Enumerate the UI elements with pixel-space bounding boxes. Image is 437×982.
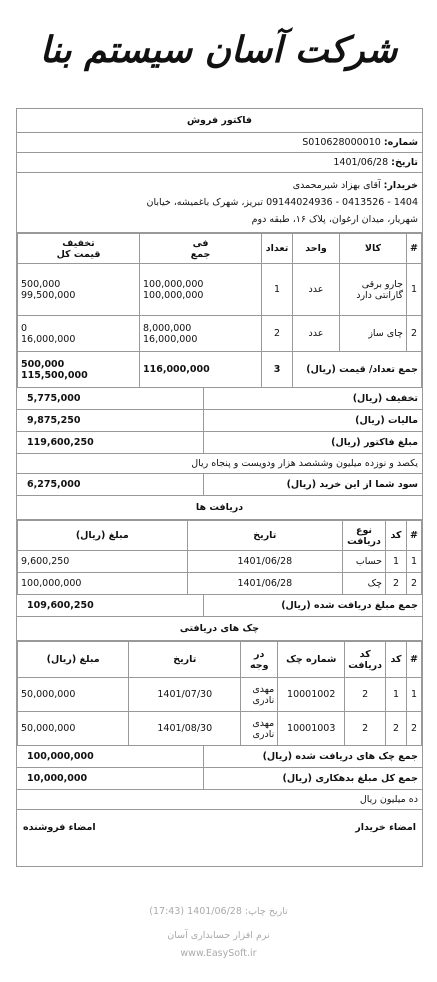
cheques-total-value: 100,000,000 [27, 751, 94, 762]
receipts-title: دریافت ها [17, 496, 422, 520]
cheque-date: 1401/08/30 [129, 712, 241, 746]
receipt-amount: 100,000,000 [18, 573, 188, 595]
item-goods: جارو برقی گارانتی دارد [340, 264, 407, 316]
sum-net: 115,500,000 [21, 369, 88, 381]
cheques-total-label: جمع چک های دریافت شده (ریال) [203, 746, 422, 767]
signatures [17, 810, 422, 845]
discount-row [17, 388, 422, 410]
table-row [18, 678, 422, 712]
col-goods: کالا [340, 234, 407, 264]
item-discount: 500,000 [21, 278, 61, 290]
debt-words: ده میلیون ریال [17, 790, 422, 810]
item-net: 99,500,000 [21, 289, 76, 301]
item-price-total [140, 316, 262, 352]
software-name: نرم افزار حسابداری آسان [167, 930, 270, 941]
sum-discount: 500,000 [21, 358, 65, 370]
cheque-payee: مهدی نادری [241, 712, 278, 746]
buyer-label: خریدار: [383, 180, 418, 191]
cheque-idx: 1 [407, 678, 422, 712]
cheque-payee: مهدی نادری [241, 678, 278, 712]
col-code: کد [386, 521, 407, 551]
debt-value: 10,000,000 [27, 773, 88, 784]
cheques-total-row [17, 746, 422, 768]
debt-row [17, 768, 422, 790]
col-amount: مبلغ (ریال) [18, 642, 129, 678]
print-date: تاریخ چاپ: 1401/06/28 (17:43) [149, 906, 288, 917]
seller-signature: امضاء فروشنده [23, 822, 96, 833]
company-name: شرکت آسان سیستم بنا [39, 29, 398, 71]
profit-row [17, 474, 422, 496]
col-discount-net [18, 234, 140, 264]
invoice-date: 1401/06/28 [333, 157, 389, 168]
col-payee: در وجه [241, 642, 278, 678]
item-total: 16,000,000 [143, 333, 198, 345]
profit-label: سود شما از این خرید (ریال) [203, 474, 422, 495]
cheque-amount: 50,000,000 [18, 712, 129, 746]
col-unit: واحد [293, 234, 340, 264]
item-price: 100,000,000 [143, 278, 204, 290]
invoice-date-label: تاریخ: [391, 157, 418, 168]
receipt-idx: 1 [407, 551, 422, 573]
cheque-no: 10001003 [278, 712, 345, 746]
cheque-date: 1401/07/30 [129, 678, 241, 712]
receipts-total-label: جمع مبلغ دریافت شده (ریال) [203, 595, 422, 616]
item-price-total [140, 264, 262, 316]
col-date: تاریخ [129, 642, 241, 678]
col-discount: تخفیف [62, 237, 95, 249]
tax-label: مالیات (ریال) [203, 410, 422, 431]
cheques-title: چک های دریافتی [17, 617, 422, 641]
receipt-code: 1 [386, 551, 407, 573]
item-unit: عدد [293, 264, 340, 316]
sum-qty: 3 [262, 352, 293, 388]
cheque-receipt-code: 2 [345, 712, 386, 746]
cheque-amount: 50,000,000 [18, 678, 129, 712]
cheques-table [17, 641, 422, 746]
cheque-idx: 2 [407, 712, 422, 746]
col-receipt-code: کد دریافت [345, 642, 386, 678]
website: www.EasySoft.ir [180, 948, 257, 959]
invoice-date-row [17, 153, 422, 173]
tax-value: 9,875,250 [27, 415, 81, 426]
col-idx: # [407, 521, 422, 551]
sum-discount-net [18, 352, 140, 388]
cheque-receipt-code: 2 [345, 678, 386, 712]
receipt-idx: 2 [407, 573, 422, 595]
buyer-signature: امضاء خریدار [355, 822, 416, 833]
items-table [17, 233, 422, 388]
invoice-number: S010628000010 [302, 137, 381, 148]
col-date: تاریخ [187, 521, 342, 551]
receipt-amount: 9,600,250 [18, 551, 188, 573]
item-discount-net [18, 264, 140, 316]
item-idx: 2 [407, 316, 422, 352]
table-row [18, 316, 422, 352]
profit-value: 6,275,000 [27, 479, 81, 490]
invoice-number-label: شماره: [383, 137, 418, 148]
col-price: فی [192, 237, 209, 249]
sum-label: جمع تعداد/ قیمت (ریال) [293, 352, 422, 388]
invoice-number-row [17, 133, 422, 153]
receipt-code: 2 [386, 573, 407, 595]
col-idx: # [407, 642, 422, 678]
item-unit: عدد [293, 316, 340, 352]
table-row [18, 712, 422, 746]
discount-value: 5,775,000 [27, 393, 81, 404]
col-total: جمع [190, 248, 211, 260]
buyer-name: آقای بهزاد شیرمحمدی [292, 180, 381, 191]
col-type: نوع دریافت [343, 521, 386, 551]
cheque-no: 10001002 [278, 678, 345, 712]
invoice-title: فاکتور فروش [17, 109, 422, 133]
table-row [18, 264, 422, 316]
tax-row [17, 410, 422, 432]
col-net: قیمت کل [56, 248, 101, 260]
item-goods: چای ساز [340, 316, 407, 352]
sum-total: 116,000,000 [140, 352, 262, 388]
buyer-address: شهریار، میدان ارغوان، پلاک ۱۶، طبقه دوم [251, 214, 418, 225]
col-price-total [140, 234, 262, 264]
item-discount-net [18, 316, 140, 352]
receipt-date: 1401/06/28 [187, 551, 342, 573]
col-code: کد [386, 642, 407, 678]
receipt-type: چک [343, 573, 386, 595]
col-idx: # [407, 234, 422, 264]
item-total: 100,000,000 [143, 289, 204, 301]
invoice [16, 108, 423, 867]
amount-words: یکصد و نوزده میلیون وششصد هزار ودویست و پنجاه ریال [17, 454, 422, 474]
col-qty: تعداد [262, 234, 293, 264]
item-price: 8,000,000 [143, 322, 192, 334]
receipt-type: حساب [343, 551, 386, 573]
item-qty: 2 [262, 316, 293, 352]
cheque-code: 2 [386, 712, 407, 746]
col-amount: مبلغ (ریال) [18, 521, 188, 551]
receipts-total-row [17, 595, 422, 617]
receipts-total-value: 109,600,250 [27, 600, 94, 611]
col-cheque-no: شماره چک [278, 642, 345, 678]
table-row [18, 551, 422, 573]
item-qty: 1 [262, 264, 293, 316]
cheque-code: 1 [386, 678, 407, 712]
receipt-date: 1401/06/28 [187, 573, 342, 595]
item-discount: 0 [21, 322, 28, 334]
buyer-contact: 1404 - 0413526 - 09144024936 تبریز، شهرک باغمیشه، خیابان [146, 197, 418, 208]
letterhead [0, 0, 437, 100]
items-sum-row [18, 352, 422, 388]
item-idx: 1 [407, 264, 422, 316]
amount-row [17, 432, 422, 454]
item-net: 16,000,000 [21, 333, 76, 345]
debt-label: جمع کل مبلغ بدهکاری (ریال) [203, 768, 422, 789]
buyer-block [17, 173, 422, 233]
receipts-table [17, 520, 422, 595]
amount-label: مبلغ فاکتور (ریال) [203, 432, 422, 453]
discount-label: تخفیف (ریال) [203, 388, 422, 409]
table-row [18, 573, 422, 595]
amount-value: 119,600,250 [27, 437, 94, 448]
